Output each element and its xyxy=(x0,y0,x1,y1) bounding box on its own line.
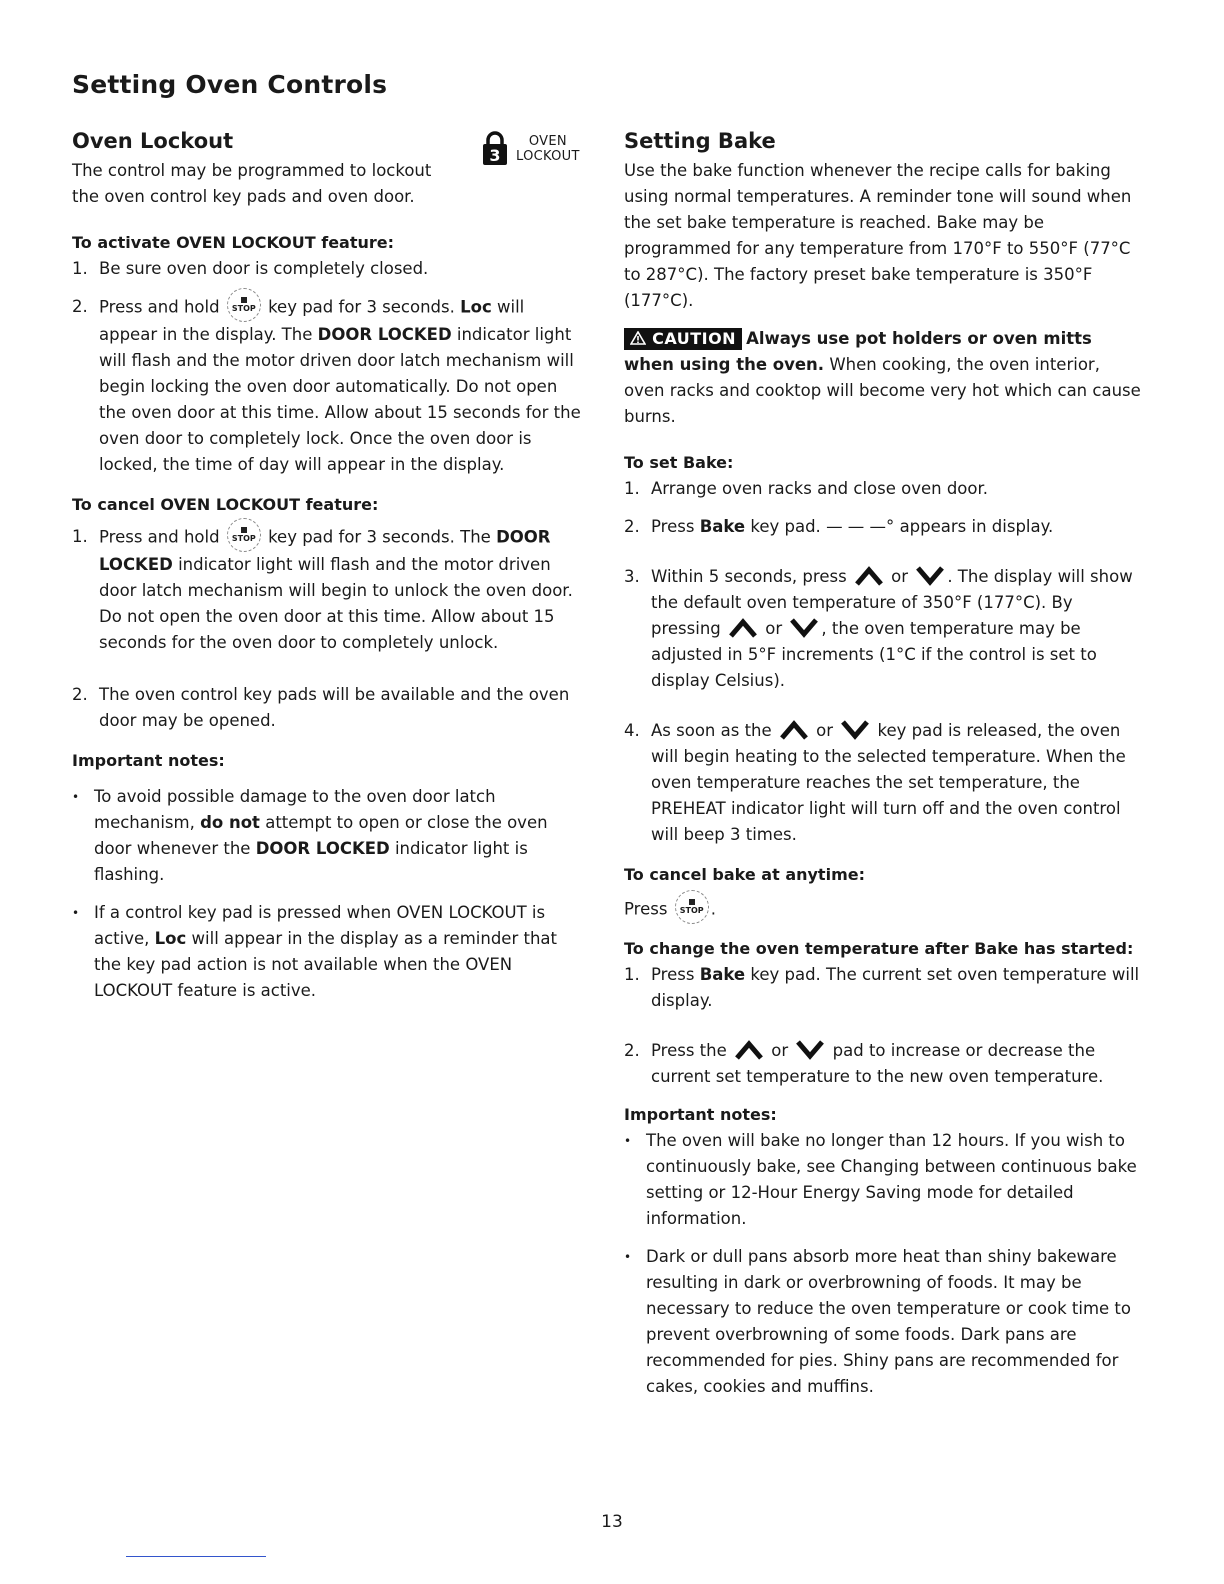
stop-key-icon xyxy=(227,518,261,552)
list-item xyxy=(624,514,1144,540)
oven-lockout-heading: Oven Lockout xyxy=(72,129,234,153)
step-text-d: will appear in the display. The xyxy=(99,297,525,344)
caution-text: When cooking, the oven interior, oven racks and cooktop will become very hot which can cause burns. xyxy=(624,355,1141,426)
warning-triangle-icon xyxy=(630,331,646,345)
set-bake-steps xyxy=(624,476,1144,848)
list-item xyxy=(624,1244,1144,1400)
loc-code: Loc xyxy=(154,929,187,948)
step-text-a: Press and hold xyxy=(99,527,220,547)
down-arrow-icon xyxy=(840,720,870,740)
step-text: The oven control key pads will be available and the oven door may be opened. xyxy=(99,685,570,730)
step-number: 1. xyxy=(72,259,88,278)
step-text-a: Press xyxy=(651,965,695,984)
step-text-a: Press xyxy=(651,517,695,536)
step-text-a: Press the xyxy=(651,1041,727,1060)
stop-key-icon xyxy=(227,288,261,322)
bake-key-label: Bake xyxy=(699,965,746,984)
list-item xyxy=(624,962,1144,1014)
lockout-key-digit: 3 xyxy=(489,146,501,165)
door-locked-label: DOOR LOCKED xyxy=(99,527,551,574)
door-locked-label: DOOR LOCKED xyxy=(255,839,390,858)
oven-lockout-key-label xyxy=(516,134,580,164)
lockout-notes-title: Important notes: xyxy=(72,751,225,770)
footer-rule xyxy=(126,1556,266,1557)
or-text: or xyxy=(816,721,834,740)
step-number: 1. xyxy=(72,527,88,546)
display-dashes: — — —° xyxy=(826,517,895,536)
setting-bake-intro: Use the bake function whenever the recipe calls for baking using normal temperatures. A reminder tone will sound when the set bake temperature is reached. Bake may be programmed for any temperature from 170°F to 550°F (77°C to 287°C). The factory preset bake temperature is 350°F (177°C). xyxy=(624,161,1132,310)
step-number: 2. xyxy=(72,297,88,316)
step-number: 2. xyxy=(624,517,640,536)
cancel-bake-title: To cancel bake at anytime: xyxy=(624,865,865,884)
list-item xyxy=(624,476,1144,502)
step-text-b: key pad is released, the oven will begin heating to the selected temperature. When the oven temperature reaches the set temperature, the PREHEAT indicator light will turn off and the oven control will beep 3 times. xyxy=(651,721,1126,844)
stop-key-icon xyxy=(675,890,709,924)
step-text-a: Press and hold xyxy=(99,297,220,317)
setting-bake-column xyxy=(624,124,1144,1400)
list-item xyxy=(624,718,1144,848)
stop-key-label: STOP xyxy=(231,304,256,313)
or-text: or xyxy=(771,1041,789,1060)
bullet: • xyxy=(72,906,80,920)
step-text-b: key pad for 3 seconds. The xyxy=(268,527,491,547)
oven-lockout-header xyxy=(72,124,587,165)
step-text-a: Within 5 seconds, press xyxy=(651,567,847,586)
stop-square-icon xyxy=(689,899,695,905)
caution-bold-text: Always use pot holders or oven mitts when using the oven. xyxy=(624,329,1092,374)
cancel-bake-press: Press xyxy=(624,899,668,919)
cancel-bake-period: . xyxy=(710,899,716,919)
caution-badge xyxy=(624,328,742,350)
note-text-c: attempt to open or close the oven door whenever the xyxy=(94,813,548,858)
lock-icon xyxy=(480,130,510,166)
list-item xyxy=(624,1038,1144,1090)
step-text-f: indicator light will flash and the motor driven door latch mechanism will begin locking the oven door automatically. Do not open the oven door at this time. Allow about 15 seconds for the oven door to completely lock. Once the oven door is locked, the time of day will appear in the display. xyxy=(99,325,581,474)
note-text-e: indicator light is flashing. xyxy=(94,839,528,884)
bullet: • xyxy=(624,1134,632,1148)
step-text-b: . The display will show the default oven temperature of 350°F (177°C). By pressing xyxy=(651,567,1133,638)
change-temp-title: To change the oven temperature after Bake has started: xyxy=(624,939,1134,958)
bullet: • xyxy=(72,790,80,804)
down-arrow-icon xyxy=(789,618,819,638)
list-item xyxy=(72,524,587,656)
oven-lockout-key-label-line2: LOCKOUT xyxy=(516,149,580,164)
oven-lockout-key-label-line1: OVEN xyxy=(528,134,567,149)
note-text-c: will appear in the display as a reminder that the key pad action is not available when the OVEN LOCKOUT feature is active. xyxy=(94,929,557,1000)
down-arrow-icon xyxy=(795,1040,825,1060)
bake-notes-title: Important notes: xyxy=(624,1105,777,1124)
step-text: Arrange oven racks and close oven door. xyxy=(651,479,989,498)
oven-lockout-column xyxy=(72,124,587,1004)
list-item xyxy=(624,1128,1144,1232)
list-item xyxy=(72,784,587,888)
or-text: or xyxy=(891,567,909,586)
list-item xyxy=(72,256,587,282)
door-locked-label: DOOR LOCKED xyxy=(317,325,452,344)
change-temp-steps xyxy=(624,962,1144,1090)
or-text: or xyxy=(765,619,783,638)
step-text-c: key pad. The current set oven temperature will display. xyxy=(651,965,1140,1010)
note-text: The oven will bake no longer than 12 hours. If you wish to continuously bake, see Changing between continuous bake setting or 12-Hour Energy Saving mode for detailed information. xyxy=(646,1131,1137,1228)
stop-key-label: STOP xyxy=(231,534,256,543)
lockout-notes-list xyxy=(72,784,587,1004)
note-text-a: If a control key pad is pressed when OVEN LOCKOUT is active, xyxy=(94,903,546,948)
cancel-lockout-title: To cancel OVEN LOCKOUT feature: xyxy=(72,495,379,514)
list-item xyxy=(72,682,587,734)
caution-notice xyxy=(624,326,1144,430)
cancel-bake-text xyxy=(624,896,1144,924)
down-arrow-icon xyxy=(915,566,945,586)
step-text-e: appears in display. xyxy=(899,517,1054,536)
up-arrow-icon xyxy=(734,1040,764,1060)
step-text-b: pad to increase or decrease the current set temperature to the new oven temperature. xyxy=(651,1041,1104,1086)
list-item xyxy=(72,294,587,478)
up-arrow-icon xyxy=(854,566,884,586)
stop-square-icon xyxy=(241,297,247,303)
list-item xyxy=(72,900,587,1004)
step-text-d: indicator light will flash and the motor driven door latch mechanism will begin to unlock the oven door. Do not open the oven door at this time. Allow about 15 seconds for the oven door to completely unlock. xyxy=(99,555,573,652)
step-number: 1. xyxy=(624,965,640,984)
step-text-a: As soon as the xyxy=(651,721,772,740)
step-text-c: , the oven temperature may be adjusted in 5°F increments (1°C if the control is set to display Celsius). xyxy=(651,619,1097,690)
loc-code: Loc xyxy=(460,297,492,317)
activate-lockout-steps xyxy=(72,256,587,478)
step-number: 2. xyxy=(72,685,88,704)
list-item xyxy=(624,564,1144,694)
cancel-lockout-steps xyxy=(72,524,587,734)
do-not-label: do not xyxy=(200,813,260,832)
page-number: 13 xyxy=(601,1512,623,1532)
step-number: 1. xyxy=(624,479,640,498)
up-arrow-icon xyxy=(728,618,758,638)
step-text-c: key pad. xyxy=(750,517,821,536)
note-text: Dark or dull pans absorb more heat than shiny bakeware resulting in dark or overbrowning of foods. It may be necessary to reduce the oven temperature or cook time to prevent overbrowning of some foods. Dark pans are recommended for pies. Shiny pans are recommended for cakes, cookies and muffins. xyxy=(646,1247,1131,1396)
step-number: 2. xyxy=(624,1041,640,1060)
bullet: • xyxy=(624,1250,632,1264)
activate-lockout-title: To activate OVEN LOCKOUT feature: xyxy=(72,233,395,252)
stop-key-label: STOP xyxy=(679,906,704,915)
stop-square-icon xyxy=(241,527,247,533)
setting-bake-heading: Setting Bake xyxy=(624,129,776,153)
bake-key-label: Bake xyxy=(699,517,746,536)
bake-notes-list xyxy=(624,1128,1144,1400)
step-number: 4. xyxy=(624,721,640,740)
set-bake-title: To set Bake: xyxy=(624,453,734,472)
page-title: Setting Oven Controls xyxy=(72,70,388,99)
caution-label: CAUTION xyxy=(652,329,737,348)
step-number: 3. xyxy=(624,567,640,586)
note-text-a: To avoid possible damage to the oven door latch mechanism, xyxy=(94,787,496,832)
step-text-b: key pad for 3 seconds. xyxy=(268,297,455,317)
step-text: Be sure oven door is completely closed. xyxy=(99,259,429,278)
oven-lockout-intro: The control may be programmed to lockout the oven control key pads and oven door. xyxy=(72,161,432,206)
oven-lockout-key-badge xyxy=(480,130,580,166)
up-arrow-icon xyxy=(779,720,809,740)
